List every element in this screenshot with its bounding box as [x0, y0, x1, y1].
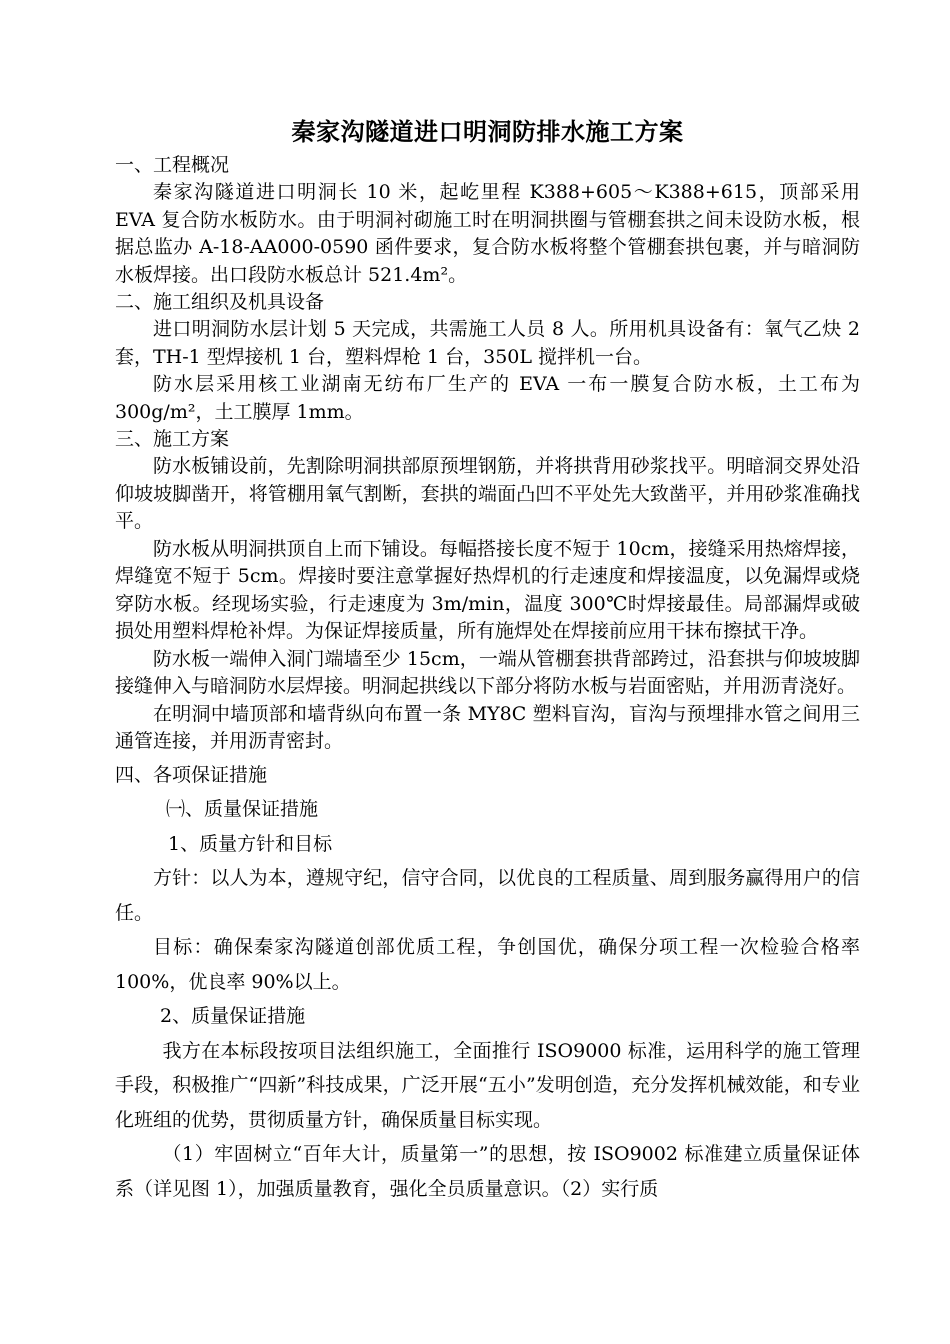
paragraph: 秦家沟隧道进口明洞长 10 米，起屹里程 K388+605～K388+615，顶部采用 EVA 复合防水板防水。由于明洞衬砌施工时在明洞拱圈与管棚套拱之间未设防水板，根据总监办 A-18-AA000-0590 函件要求，复合防水板将整个管棚套拱包裹，并与暗洞防水板焊接。出口段防水板总计 521.4m²。 — [115, 181, 860, 286]
paragraph: 防水层采用核工业湖南无纺布厂生产的 EVA 一布一膜复合防水板，土工布为 300g/m²，土工膜厚 1mm。 — [115, 373, 860, 423]
section-heading-2: 二、施工组织及机具设备 — [115, 291, 325, 313]
paragraph: 进口明洞防水层计划 5 天完成，共需施工人员 8 人。所用机具设备有：氧气乙炔 2 套，TH-1 型焊接机 1 台，塑料焊枪 1 台，350L 搅拌机一台。 — [115, 318, 860, 368]
paragraph: 我方在本标段按项目法组织施工，全面推行 ISO9000 标准，运用科学的施工管理手段，积极推广“四新”科技成果，广泛开展“五小”发明创造，充分发挥机械效能，和专业化班组的优势，贯彻质量方针，确保质量目标实现。 — [115, 1039, 860, 1131]
paragraph: 在明洞中墙顶部和墙背纵向布置一条 MY8C 塑料盲沟，盲沟与预埋排水管之间用三通管连接，并用沥青密封。 — [115, 702, 860, 752]
paragraph: 防水板铺设前，先割除明洞拱部原预埋钢筋，并将拱背用砂浆找平。明暗洞交界处沿仰坡坡脚凿开，将管棚用氧气割断，套拱的端面凸凹不平处先大致凿平，并用砂浆准确找平。 — [115, 455, 860, 532]
document-title: 秦家沟隧道进口明洞防排水施工方案 — [291, 118, 684, 146]
quality-goal: 目标：确保秦家沟隧道创部优质工程，争创国优，确保分项工程一次检验合格率 100%，优良率 90%以上。 — [115, 936, 860, 993]
paragraph: （1）牢固树立“百年大计，质量第一”的思想，按 ISO9002 标准建立质量保证体系（详见图 1），加强质量教育，强化全员质量意识。（2）实行质 — [115, 1143, 860, 1200]
document-page — [115, 112, 860, 1206]
section-heading-3: 三、施工方案 — [115, 428, 230, 450]
section-heading-1: 一、工程概况 — [115, 154, 230, 176]
subsection-heading: 2、质量保证措施 — [160, 1005, 306, 1027]
section-heading-4: 四、各项保证措施 — [115, 763, 268, 786]
subsection-heading: 1、质量方针和目标 — [168, 832, 333, 855]
subsection-heading: ㈠、质量保证措施 — [166, 798, 319, 820]
quality-policy: 方针：以人为本，遵规守纪，信守合同，以优良的工程质量、周到服务赢得用户的信任。 — [115, 867, 860, 924]
paragraph: 防水板从明洞拱顶自上而下铺设。每幅搭接长度不短于 10cm，接缝采用热熔焊接，焊缝宽不短于 5cm。焊接时要注意掌握好热焊机的行走速度和焊接温度，以免漏焊或烧穿防水板。经现场实验，行走速度为 3m/min，温度 300℃时焊接最佳。局部漏焊或破损处用塑料焊枪补焊。为保证焊接质量，所有施焊处在焊接前应用干抹布擦拭干净。 — [115, 537, 860, 642]
paragraph: 防水板一端伸入洞门端墙至少 15cm，一端从管棚套拱背部跨过，沿套拱与仰坡坡脚接缝伸入与暗洞防水层焊接。明洞起拱线以下部分将防水板与岩面密贴，并用沥青浇好。 — [115, 647, 860, 697]
